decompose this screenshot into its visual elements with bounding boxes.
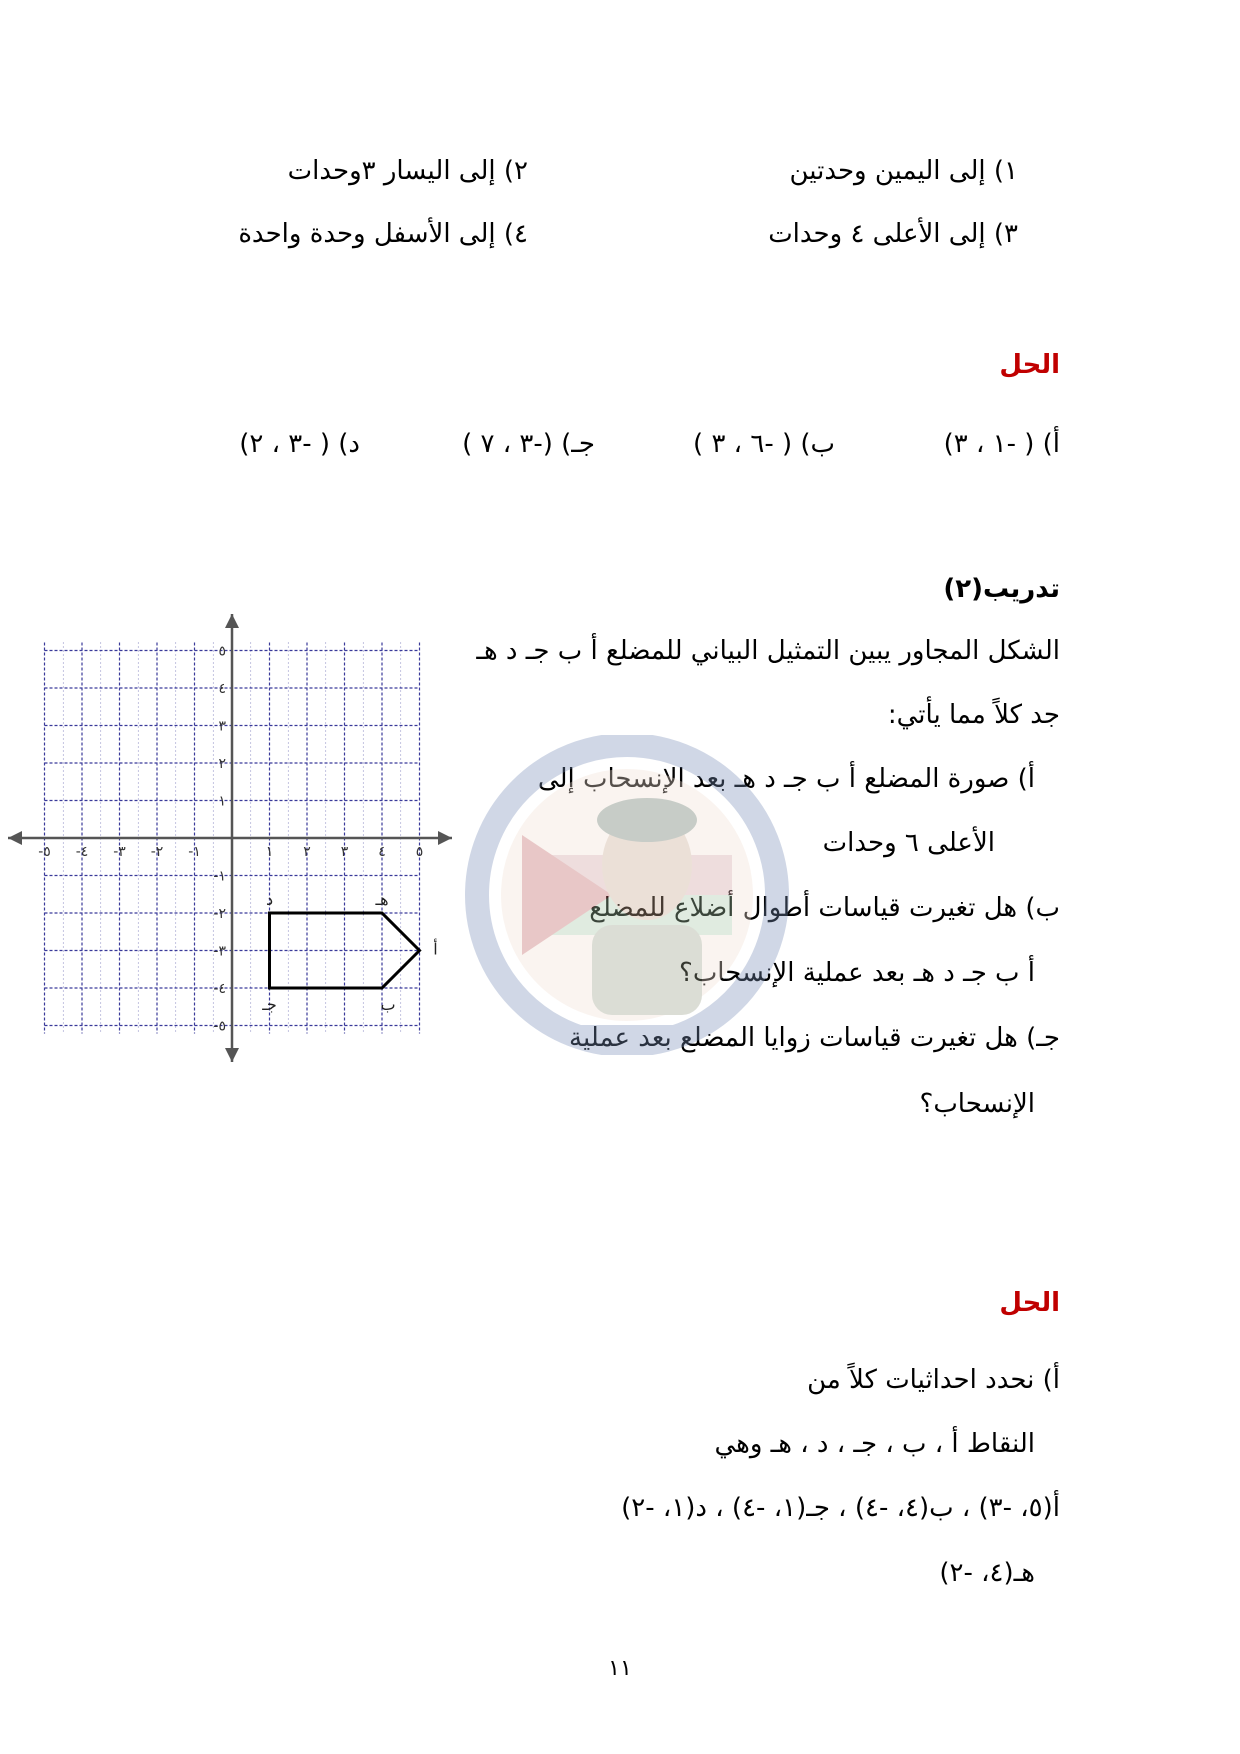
y-tick-label: ٣ xyxy=(218,718,226,735)
question-a-line-2: الأعلى ٦ وحدات xyxy=(822,828,995,858)
solution-2-line-4: هـ(٤، -٢) xyxy=(939,1558,1035,1588)
watermark-emblem xyxy=(462,735,792,1055)
x-tick-label: -١ xyxy=(188,844,201,860)
exercise-line-1: الشكل المجاور يبين التمثيل البياني للمضلع أ ب جـ د هـ xyxy=(476,636,1060,666)
option-4: ٤) إلى الأسفل وحدة واحدة xyxy=(238,219,528,249)
y-tick-label: ٥ xyxy=(218,643,226,660)
y-tick-label: -٥ xyxy=(213,1018,226,1035)
x-tick-label: ٣ xyxy=(340,844,349,860)
y-tick-label: ١ xyxy=(218,793,226,810)
y-tick-label: ٢ xyxy=(218,756,226,772)
x-tick-label: ٤ xyxy=(378,844,386,860)
question-c-line-2: الإنسحاب؟ xyxy=(919,1089,1035,1119)
x-tick-label: -٤ xyxy=(75,844,89,860)
vertex-label: ب xyxy=(380,995,396,1014)
question-b-line-1: ب) هل تغيرت قياسات أطوال أضلاع للمضلع xyxy=(589,893,1060,923)
x-axis-arrow-left xyxy=(8,831,22,845)
option-1: ١) إلى اليمين وحدتين xyxy=(789,156,1018,186)
question-c-line-1: جـ) هل تغيرت قياسات زوايا المضلع بعد عملية xyxy=(569,1023,1060,1053)
solution-2-heading: الحل xyxy=(999,1288,1060,1318)
question-a-line-1: أ) صورة المضلع أ ب جـ د هـ بعد الإنسحاب إلى xyxy=(537,764,1035,794)
solution-2-line-1: أ) نحدد احداثيات كلاً من xyxy=(807,1365,1060,1395)
y-tick-label: -٢ xyxy=(213,906,226,922)
y-tick-label: ٤ xyxy=(218,681,226,697)
y-axis-arrow-up xyxy=(225,614,239,628)
vertex-label: أ xyxy=(433,939,438,959)
solution-heading: الحل xyxy=(999,350,1060,380)
x-axis-arrow-right xyxy=(438,831,452,845)
x-tick-label: ٥ xyxy=(415,844,424,860)
x-tick-label: -٢ xyxy=(150,844,164,860)
answer-d: د) ( -٣ ، ٢) xyxy=(239,429,360,459)
exercise-line-2: جد كلاً مما يأتي: xyxy=(887,700,1060,730)
answer-c: جـ) (-٣ ، ٧ ) xyxy=(462,429,595,459)
question-b-line-2: أ ب جـ د هـ بعد عملية الإنسحاب؟ xyxy=(679,958,1035,988)
x-tick-label: ١ xyxy=(265,844,274,860)
y-tick-label: -٤ xyxy=(213,981,226,997)
solution-2-line-2: النقاط أ ، ب ، جـ ، د ، هـ وهي xyxy=(714,1429,1035,1459)
page-number: ١١ xyxy=(608,1656,632,1681)
x-tick-label: -٥ xyxy=(38,844,51,860)
vertex-labels xyxy=(261,890,438,1014)
y-tick-label: -١ xyxy=(213,868,226,885)
vertex-label: هـ xyxy=(375,890,389,909)
vertex-label: د xyxy=(265,890,274,909)
option-2: ٢) إلى اليسار ٣وحدات xyxy=(287,156,528,186)
exercise-title: تدريب(٢) xyxy=(943,574,1060,604)
x-tick-label: -٣ xyxy=(113,844,126,860)
coordinate-graph xyxy=(0,608,460,1068)
y-axis-arrow-down xyxy=(225,1048,239,1062)
answer-a: أ) ( -١ ، ٣) xyxy=(943,429,1060,459)
vertex-label: جـ xyxy=(262,995,277,1014)
y-tick-label: -٣ xyxy=(213,943,226,960)
x-tick-label: ٢ xyxy=(303,844,311,860)
solution-2-line-3: أ(٥، -٣) ، ب(٤، -٤) ، جـ(١، -٤) ، د(١، -٢) xyxy=(621,1493,1060,1523)
answer-b: ب) ( -٦ ، ٣ ) xyxy=(693,429,835,459)
option-3: ٣) إلى الأعلى ٤ وحدات xyxy=(768,219,1018,249)
